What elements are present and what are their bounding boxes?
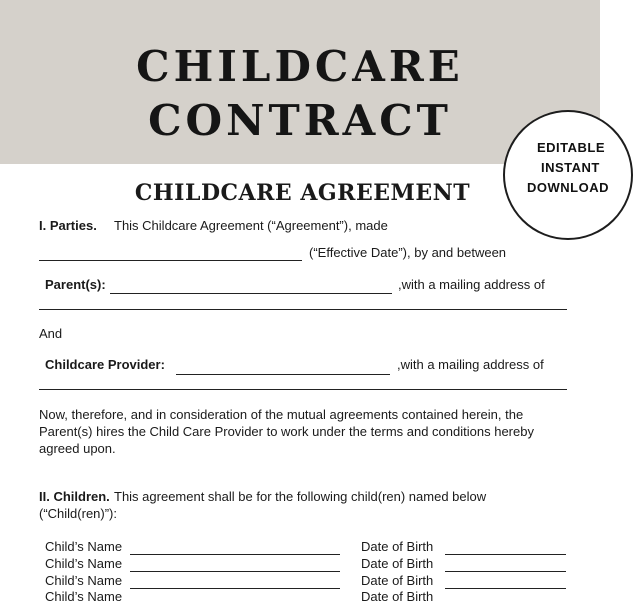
- banner-title-line1: CHILDCARE: [136, 42, 464, 91]
- effective-date-field[interactable]: [39, 260, 302, 261]
- date-of-birth-label: Date of Birth: [361, 573, 434, 588]
- provider-address-field[interactable]: [39, 389, 567, 390]
- children-heading: II. Children.: [39, 489, 110, 504]
- child-name-label: Child’s Name: [45, 556, 123, 571]
- child-name-field[interactable]: [130, 554, 340, 555]
- child-name-field[interactable]: [130, 571, 340, 572]
- date-of-birth-field[interactable]: [445, 554, 566, 555]
- parent-mailing-text: ,with a mailing address of: [398, 277, 545, 292]
- date-of-birth-label: Date of Birth: [361, 589, 434, 604]
- date-of-birth-field[interactable]: [445, 571, 566, 572]
- editable-download-badge: [503, 110, 633, 240]
- badge-line-editable: EDITABLE: [537, 140, 606, 155]
- provider-mailing-text: ,with a mailing address of: [397, 357, 544, 372]
- document-title: CHILDCARE AGREEMENT: [134, 180, 471, 206]
- effective-date-text: (“Effective Date”), by and between: [309, 245, 507, 260]
- date-of-birth-field[interactable]: [445, 588, 566, 589]
- badge-line-instant: INSTANT: [541, 160, 600, 175]
- banner-title-line2: CONTRACT: [148, 96, 452, 145]
- children-intro-line1: This agreement shall be for the following child(ren) named below: [114, 489, 487, 504]
- date-of-birth-label: Date of Birth: [361, 539, 434, 554]
- child-name-label: Child’s Name: [45, 589, 123, 604]
- children-intro-line2: (“Child(ren)”):: [39, 506, 117, 521]
- parent-label: Parent(s):: [45, 277, 106, 292]
- consideration-paragraph: Now, therefore, and in consideration of the mutual agreements contained herein, the Parent(s) hires the Child Care Provider to work under the terms and conditions hereby agreed upon.: [39, 407, 534, 456]
- parties-heading: I. Parties.: [39, 218, 97, 233]
- date-of-birth-label: Date of Birth: [361, 556, 434, 571]
- parent-name-field[interactable]: [110, 293, 392, 294]
- parties-intro: This Childcare Agreement (“Agreement”), made: [114, 218, 388, 233]
- header-banner: [0, 0, 600, 164]
- parent-address-field[interactable]: [39, 309, 567, 310]
- provider-name-field[interactable]: [176, 374, 390, 375]
- provider-label: Childcare Provider:: [45, 357, 165, 372]
- child-name-field[interactable]: [130, 588, 340, 589]
- and-text: And: [39, 326, 63, 341]
- badge-line-download: DOWNLOAD: [527, 180, 609, 195]
- child-name-label: Child’s Name: [45, 539, 123, 554]
- child-name-label: Child’s Name: [45, 573, 123, 588]
